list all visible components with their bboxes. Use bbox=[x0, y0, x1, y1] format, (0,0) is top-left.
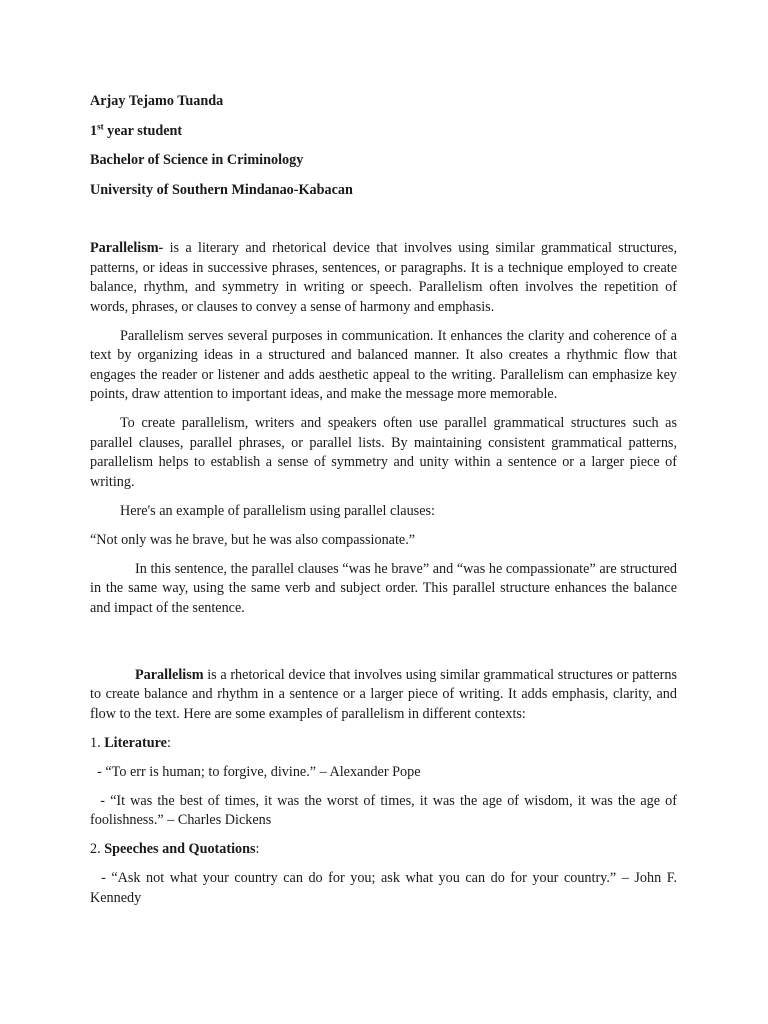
term-parallelism: Parallelism- bbox=[90, 240, 164, 256]
university-name: University of Southern Mindanao-Kabacan bbox=[90, 181, 353, 198]
section-heading-literature bbox=[90, 734, 677, 754]
section-heading-speeches bbox=[90, 840, 677, 860]
definition-paragraph bbox=[90, 239, 677, 317]
section-colon: : bbox=[166, 734, 171, 751]
year-suffix: st bbox=[97, 120, 104, 131]
section-label: Literature bbox=[104, 734, 167, 751]
degree-program: Bachelor of Science in Criminology bbox=[90, 152, 304, 168]
purpose-paragraph: Parallelism serves several purposes in communication. It enhances the clarity and coherence of a text by organizing ideas in a structured and balanced manner. It also creates a rhythmic flow that engages the reader or listener and adds aesthetic appeal to the writing. Parallelism can emphasize key points, draw attention to important ideas, and make the message more memorable. bbox=[90, 327, 677, 402]
document-page bbox=[90, 92, 681, 918]
explanation-paragraph: In this sentence, the parallel clauses “was he brave” and “was he compassionate” are structured in the same way, using the same verb and subject order. This parallel structure enhances the balance and impact of the sentence. bbox=[90, 560, 677, 616]
definition-text: is a literary and rhetorical device that involves using similar grammatical structures, patterns, or ideas in successive phrases, sentences, or paragraphs. It is a technique employed to create balance, rhythm, and symmetry in writing or speech. Parallelism often involves the repetition of words, phrases, or clauses to convey a sense of harmony and emphasis. bbox=[90, 240, 677, 315]
list-item: - “Ask not what your country can do for you; ask what you can do for your country.” – John F. Kennedy bbox=[90, 870, 681, 906]
year-number: 1 bbox=[90, 122, 98, 139]
section-number: 2. bbox=[90, 841, 105, 857]
year-level bbox=[90, 122, 677, 142]
year-text: year student bbox=[103, 122, 183, 139]
author-name: Arjay Tejamo Tuanda bbox=[90, 93, 224, 109]
section-number: 1. bbox=[90, 734, 105, 751]
list-item: - “To err is human; to forgive, divine.” – Alexander Pope bbox=[90, 763, 421, 780]
example-intro: Here's an example of parallelism using parallel clauses: bbox=[120, 502, 435, 519]
second-definition-text: is a rhetorical device that involves using similar grammatical structures or patterns to create balance and rhythm in a sentence or a larger piece of writing. It adds emphasis, clarity, and flow to the text. Here are some examples of parallelism in different contexts: bbox=[90, 666, 677, 722]
section-colon: : bbox=[255, 841, 260, 857]
example-quote: “Not only was he brave, but he was also compassionate.” bbox=[90, 531, 416, 548]
creation-paragraph: To create parallelism, writers and speakers often use parallel grammatical structures such as parallel clauses, parallel phrases, or parallel lists. By maintaining consistent grammatical patterns, parallelism helps to establish a sense of symmetry and unity within a sentence or a larger piece of writing. bbox=[90, 415, 677, 490]
second-definition-paragraph bbox=[90, 666, 677, 725]
list-item: - “It was the best of times, it was the worst of times, it was the age of wisdom, it was the age of foolishness.” – Charles Dickens bbox=[90, 792, 681, 828]
section-label: Speeches and Quotations bbox=[104, 841, 256, 857]
term-parallelism-2: Parallelism bbox=[135, 666, 204, 683]
